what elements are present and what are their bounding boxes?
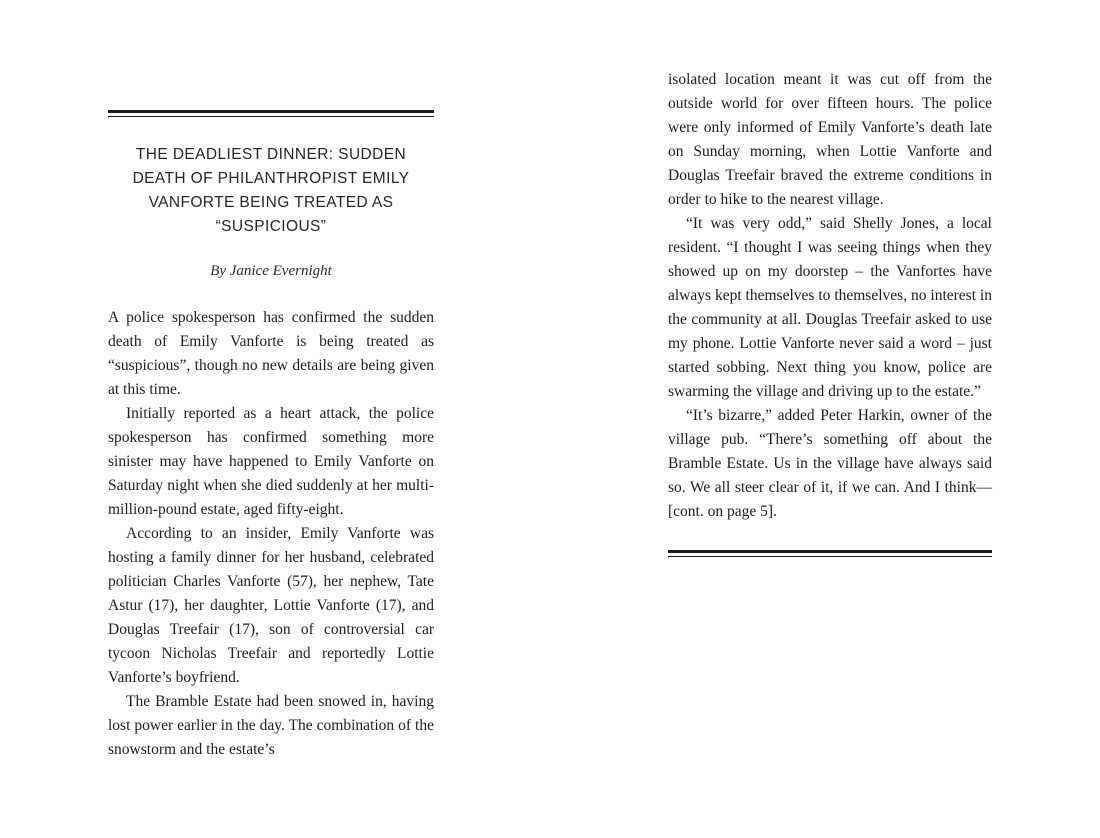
article-column-right	[668, 68, 992, 557]
article-paragraph: Initially reported as a heart attack, the police spokesperson has confirmed something more sinister may have happened to Emily Vanforte on Saturday night when she died suddenly at her multi-million-pound estate, aged fifty-eight.	[108, 405, 434, 518]
article-paragraph: A police spokesperson has confirmed the sudden death of Emily Vanforte is being treated as “suspicious”, though no new details are being given at this time.	[108, 309, 434, 398]
bottom-rule	[668, 550, 992, 557]
article-headline: THE DEADLIEST DINNER: SUDDEN DEATH OF PHILANTHROPIST EMILY VANFORTE BEING TREATED AS “SUSPICIOUS”	[132, 146, 410, 235]
article-paragraph: “It’s bizarre,” added Peter Harkin, owner of the village pub. “There’s something off about the Bramble Estate. Us in the village have always said so. We all steer clear of it, if we can. And I think— [cont. on page 5].	[668, 407, 992, 520]
article-paragraph: According to an insider, Emily Vanforte was hosting a family dinner for her husband, celebrated politician Charles Vanforte (57), her nephew, Tate Astur (17), her daughter, Lottie Vanforte (17), and Douglas Treefair (17), son of controversial car tycoon Nicholas Treefair and reportedly Lottie Vanforte’s boyfriend.	[108, 525, 434, 686]
article-paragraph: isolated location meant it was cut off from the outside world for over fifteen hours. The police were only informed of Emily Vanforte’s death late on Sunday morning, when Lottie Vanforte and Douglas Treefair braved the extreme conditions in order to hike to the nearest village.	[668, 71, 992, 208]
article-body-left	[108, 306, 434, 762]
article-byline: By Janice Evernight	[210, 263, 332, 279]
top-rule	[108, 110, 434, 117]
article-paragraph: “It was very odd,” said Shelly Jones, a local resident. “I thought I was seeing things when they showed up on my doorstep – the Vanfortes have always kept themselves to themselves, no interest in the community at all. Douglas Treefair asked to use my phone. Lottie Vanforte never said a word – just started sobbing. Next thing you know, police are swarming the village and driving up to the estate.”	[668, 215, 992, 400]
article-body-right	[668, 68, 992, 524]
article-paragraph: The Bramble Estate had been snowed in, having lost power earlier in the day. The combination of the snowstorm and the estate’s	[108, 693, 434, 758]
article-column-left	[108, 110, 434, 762]
